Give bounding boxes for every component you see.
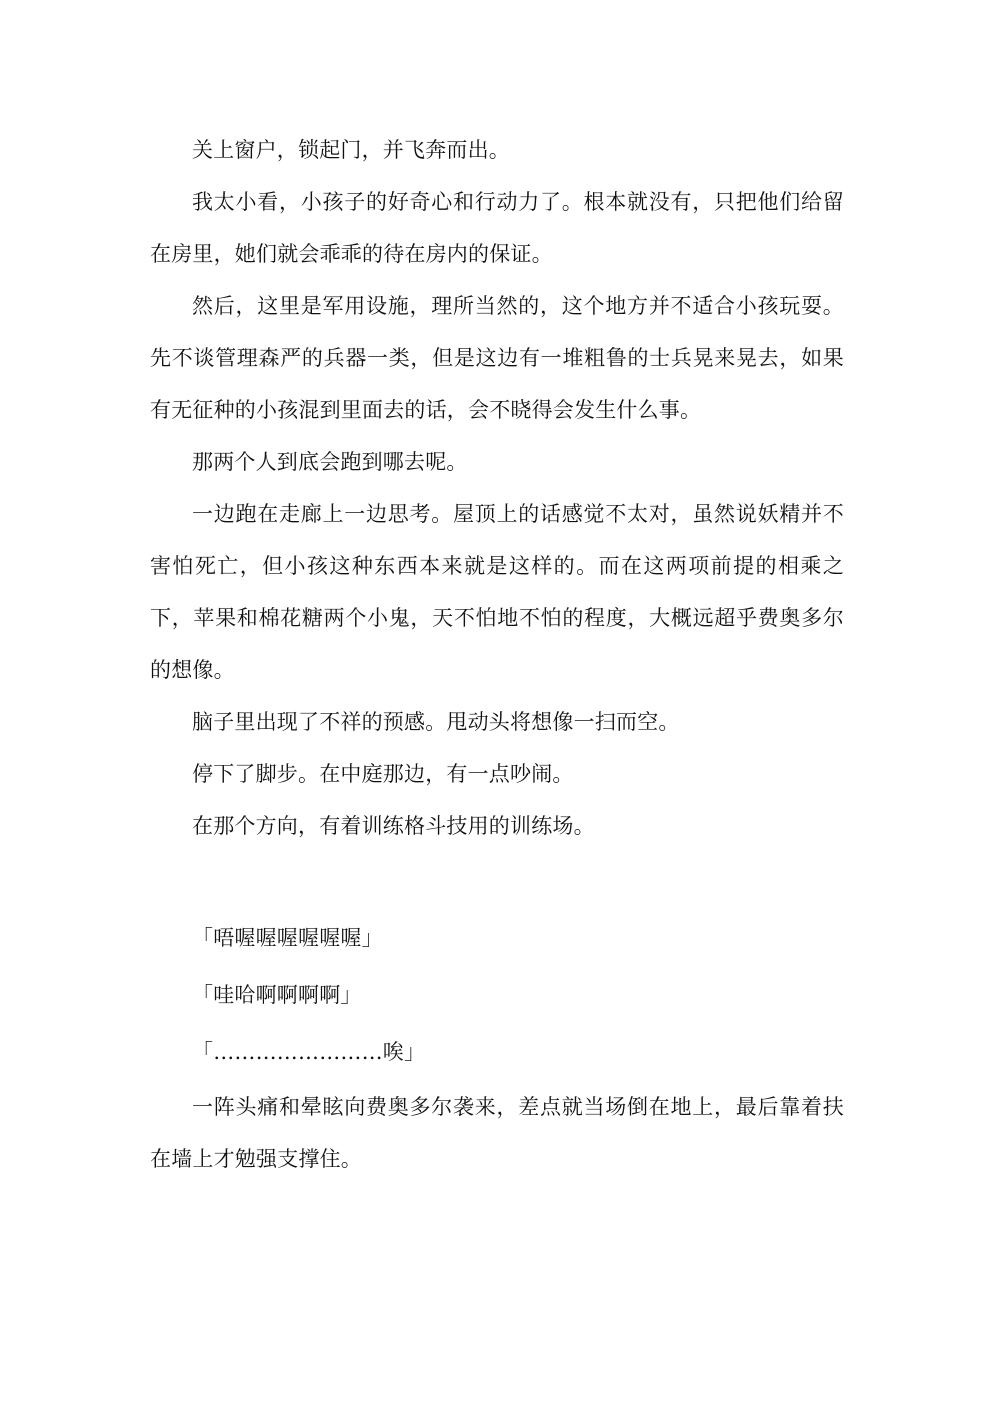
scene-break (150, 852, 844, 910)
dialogue-line-3: 「……………………唉」 (192, 1040, 426, 1064)
paragraph-9: 一阵头痛和晕眩向费奥多尔袭来，差点就当场倒在地上，最后靠着扶在墙上才勉强支撑住。 (150, 1095, 844, 1171)
dialogue-line-2: 「哇哈啊啊啊啊」 (192, 983, 362, 1007)
paragraph-6: 脑子里出现了不祥的预感。甩动头将想像一扫而空。 (192, 710, 680, 734)
paragraph-4: 那两个人到底会跑到哪去呢。 (192, 450, 468, 474)
paragraph-3: 然后，这里是军用设施，理所当然的，这个地方并不适合小孩玩耍。先不谈管理森严的兵器一类，但是这边有一堆粗鲁的士兵晃来晃去，如果有无征种的小孩混到里面去的话，会不晓得会发生什么事。 (150, 294, 844, 422)
paragraph-1: 关上窗户，锁起门，并飞奔而出。 (192, 138, 510, 162)
paragraph-2: 我太小看，小孩子的好奇心和行动力了。根本就没有，只把他们给留在房里，她们就会乖乖的待在房内的保证。 (150, 190, 844, 266)
paragraph-7: 停下了脚步。在中庭那边，有一点吵闹。 (192, 762, 574, 786)
paragraph-5: 一边跑在走廊上一边思考。屋顶上的话感觉不太对，虽然说妖精并不害怕死亡，但小孩这种东西本来就是这样的。而在这两项前提的相乘之下，苹果和棉花糖两个小鬼，天不怕地不怕的程度，大概远超乎费奥多尔的想像。 (150, 502, 844, 682)
document-page (150, 124, 844, 1185)
paragraph-8: 在那个方向，有着训练格斗技用的训练场。 (192, 814, 595, 838)
dialogue-line-1: 「唔喔喔喔喔喔喔」 (192, 926, 383, 950)
